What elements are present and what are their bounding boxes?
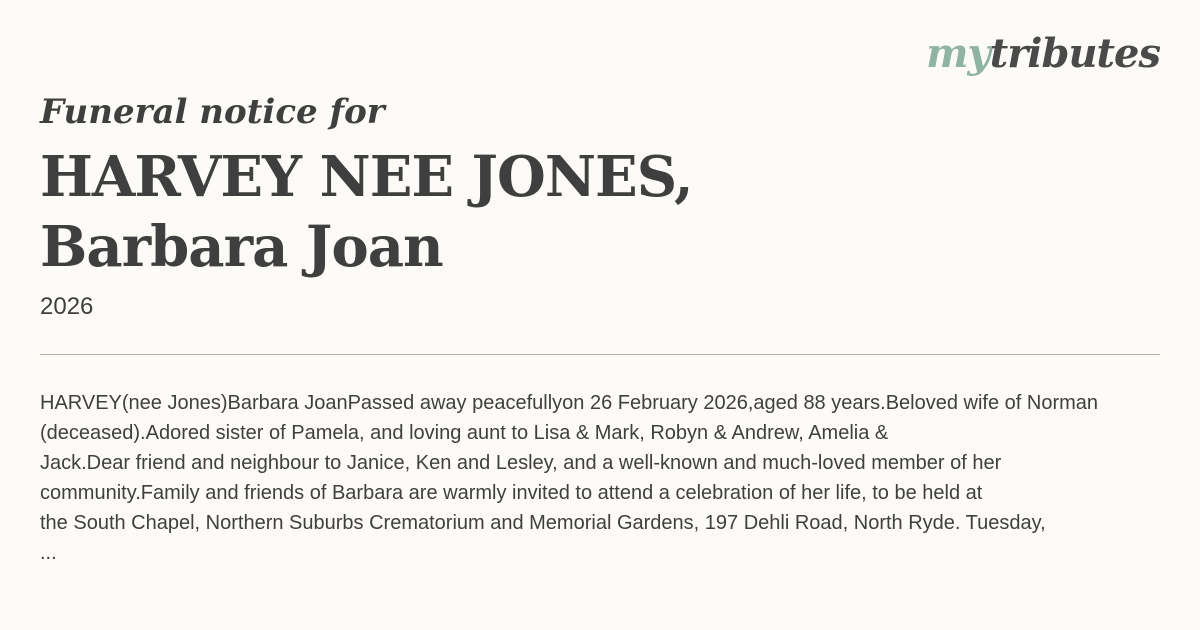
notice-year: 2026	[40, 293, 94, 320]
mytributes-logo[interactable]	[926, 30, 1160, 77]
notice-text-line: the South Chapel, Northern Suburbs Crematorium and Memorial Gardens, 197 Dehli Road, North Ryde. Tuesday,	[40, 512, 1046, 534]
section-divider	[40, 354, 1160, 355]
notice-text	[40, 388, 1200, 570]
deceased-given-names: Barbara Joan	[40, 214, 443, 280]
notice-text-line: (deceased).Adored sister of Pamela, and loving aunt to Lisa & Mark, Robyn & Andrew, Amelia &	[40, 422, 889, 444]
notice-text-ellipsis: ...	[40, 542, 57, 564]
notice-text-line: Jack.Dear friend and neighbour to Janice, Ken and Lesley, and a well-known and much-loved member of her	[40, 452, 1002, 474]
deceased-surname: HARVEY NEE JONES,	[40, 144, 693, 210]
notice-text-line: community.Family and friends of Barbara are warmly invited to attend a celebration of her life, to be held at	[40, 482, 983, 504]
notice-kicker: Funeral notice for	[40, 92, 385, 132]
deceased-name	[40, 142, 693, 282]
logo-prefix: my	[926, 30, 990, 77]
notice-text-line: HARVEY(nee Jones)Barbara JoanPassed away peacefullyon 26 February 2026,aged 88 years.Beloved wife of Norman	[40, 392, 1099, 414]
logo-suffix: tributes	[989, 30, 1160, 77]
